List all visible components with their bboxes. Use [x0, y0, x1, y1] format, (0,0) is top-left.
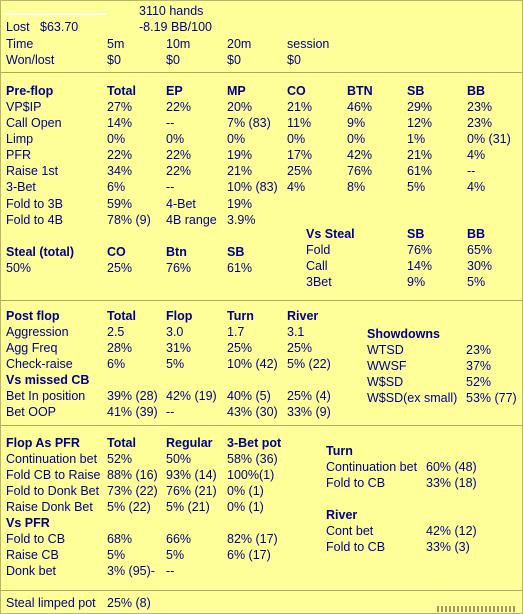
postflop-header: Total [107, 309, 136, 323]
preflop-row-label: Call Open [6, 116, 62, 130]
preflop-cell: 4% [467, 180, 486, 194]
preflop-header: EP [166, 84, 183, 98]
steal-header: Btn [166, 245, 187, 259]
time-header: Time [6, 37, 34, 51]
preflop-cell: 12% [407, 116, 433, 130]
flop-pfr-header: Regular [166, 436, 213, 450]
preflop-header: Total [107, 84, 136, 98]
river-cell: 33% (3) [426, 540, 470, 554]
preflop-cell: 8% [347, 180, 366, 194]
divider [1, 300, 522, 301]
vs-steal-cell: 65% [467, 243, 493, 257]
wonlost-value: $0 [287, 53, 301, 67]
preflop-row-label: Limp [6, 132, 34, 146]
postflop-cell: 3.0 [166, 325, 184, 339]
showdowns-row-label: W$SD [367, 375, 404, 389]
postflop-header: Turn [227, 309, 254, 323]
vs-pfr-row-label: Donk bet [6, 564, 57, 578]
steal-total-title: Steal (total) [6, 245, 75, 259]
preflop-cell: 11% [287, 116, 312, 130]
flop-pfr-cell: 5% (22) [107, 500, 151, 514]
vs-pfr-cell: 68% [107, 532, 133, 546]
fold-to-4b-value: 78% (9) [107, 213, 151, 227]
vs-pfr-cell: 66% [166, 532, 192, 546]
flop-pfr-cell: 100%(1) [227, 468, 275, 482]
wonlost-value: $0 [166, 53, 180, 67]
missed-cb-cell: -- [166, 405, 175, 419]
preflop-cell: 21% [407, 148, 433, 162]
showdowns-cell: 52% [466, 375, 492, 389]
postflop-cell: 5% [166, 357, 185, 371]
vs-steal-row-label: Call [306, 259, 328, 273]
preflop-cell: 61% [407, 164, 433, 178]
preflop-cell: 22% [166, 164, 192, 178]
postflop-header: River [287, 309, 319, 323]
preflop-header: Pre-flop [6, 84, 54, 98]
postflop-cell: 31% [166, 341, 192, 355]
hands-count: 3110 hands [139, 4, 204, 18]
preflop-cell: 22% [166, 100, 192, 114]
missed-cb-row-label: Bet In position [6, 389, 86, 403]
four-bet-label: 4-Bet [166, 197, 196, 211]
vs-steal-cell: 76% [407, 243, 433, 257]
steal-sb-value: 61% [227, 261, 253, 275]
preflop-cell: 0% [347, 132, 366, 146]
missed-cb-cell: 25% (4) [287, 389, 331, 403]
flop-pfr-header: Total [107, 436, 136, 450]
fold-to-4b-label: Fold to 4B [6, 213, 63, 227]
flop-pfr-cell: 58% (36) [227, 452, 278, 466]
preflop-cell: 17% [287, 148, 313, 162]
preflop-cell: 21% [227, 164, 253, 178]
lost-label: Lost [6, 20, 30, 34]
flop-pfr-header: Flop As PFR [6, 436, 80, 450]
showdowns-row-label: WWSF [367, 359, 407, 373]
postflop-cell: 10% (42) [227, 357, 278, 371]
missed-cb-cell: 40% (5) [227, 389, 271, 403]
vs-pfr-cell: -- [166, 564, 175, 578]
vs-pfr-cell: 5% [107, 548, 126, 562]
flop-pfr-cell: 52% [107, 452, 133, 466]
preflop-row-label: VP$IP [6, 100, 42, 114]
preflop-cell: 9% [347, 116, 366, 130]
missed-cb-cell: 42% (19) [166, 389, 217, 403]
four-bet-range-value: 3.9% [227, 213, 256, 227]
vs-missed-cb-title: Vs missed CB [6, 373, 90, 387]
flop-pfr-row-label: Continuation bet [6, 452, 98, 466]
turn-cell: 60% (48) [426, 460, 477, 474]
time-header: 10m [166, 37, 191, 51]
preflop-cell: 6% [107, 180, 126, 194]
steal-btn-value: 76% [166, 261, 192, 275]
steal-limped-label: Steal limped pot [6, 596, 96, 610]
vs-steal-row-label: Fold [306, 243, 331, 257]
vs-steal-cell: 5% [467, 275, 486, 289]
flop-pfr-header: 3-Bet pot [227, 436, 282, 450]
preflop-cell: 23% [467, 116, 493, 130]
missed-cb-row-label: Bet OOP [6, 405, 57, 419]
vs-pfr-title: Vs PFR [6, 516, 50, 530]
vs-pfr-cell: 5% [166, 548, 185, 562]
postflop-cell: 6% [107, 357, 126, 371]
preflop-cell: 0% [166, 132, 185, 146]
postflop-cell: 3.1 [287, 325, 305, 339]
preflop-cell: 0% [227, 132, 246, 146]
showdowns-cell: 23% [466, 343, 492, 357]
preflop-cell: 5% [407, 180, 426, 194]
flop-pfr-cell: 88% (16) [107, 468, 158, 482]
divider [1, 72, 522, 73]
steal-header: CO [107, 245, 126, 259]
vs-steal-cell: 9% [407, 275, 426, 289]
vs-steal-title: Vs Steal [306, 227, 355, 241]
preflop-cell: 0% (31) [467, 132, 511, 146]
wonlost-value: $0 [107, 53, 121, 67]
preflop-cell: 25% [287, 164, 313, 178]
missed-cb-cell: 43% (30) [227, 405, 278, 419]
wonlost-value: $0 [227, 53, 241, 67]
preflop-cell: 22% [107, 148, 133, 162]
flop-pfr-cell: 0% (1) [227, 500, 264, 514]
river-cell: 42% (12) [426, 524, 477, 538]
preflop-cell: 22% [166, 148, 192, 162]
bb-per-100: -8.19 BB/100 [139, 20, 212, 34]
preflop-header: BTN [347, 84, 373, 98]
preflop-cell: 23% [467, 100, 493, 114]
preflop-cell: -- [166, 116, 175, 130]
lost-value: $63.70 [40, 20, 79, 34]
resize-grip-icon [437, 606, 517, 612]
preflop-cell: 0% [107, 132, 126, 146]
showdowns-row-label: W$SD(ex small) [367, 391, 458, 405]
vs-pfr-cell: 3% (95)- [107, 564, 155, 578]
preflop-cell: 20% [227, 100, 253, 114]
four-bet-value: 19% [227, 197, 253, 211]
postflop-cell: 5% (22) [287, 357, 331, 371]
flop-pfr-cell: 73% (22) [107, 484, 158, 498]
river-row-label: Fold to CB [326, 540, 386, 554]
missed-cb-cell: 41% (39) [107, 405, 158, 419]
steal-co-value: 25% [107, 261, 133, 275]
turn-row-label: Fold to CB [326, 476, 386, 490]
preflop-cell: 10% (83) [227, 180, 278, 194]
river-row-label: Cont bet [326, 524, 374, 538]
postflop-cell: 2.5 [107, 325, 125, 339]
steal-header: SB [227, 245, 245, 259]
preflop-cell: 0% [287, 132, 306, 146]
preflop-cell: 34% [107, 164, 133, 178]
turn-cell: 33% (18) [426, 476, 477, 490]
postflop-header: Flop [166, 309, 193, 323]
time-header: 5m [107, 37, 125, 51]
postflop-header: Post flop [6, 309, 60, 323]
showdowns-title: Showdowns [367, 327, 440, 341]
showdowns-cell: 37% [466, 359, 492, 373]
preflop-cell: 76% [347, 164, 373, 178]
preflop-header: CO [287, 84, 306, 98]
flop-pfr-row-label: Fold CB to Raise [6, 468, 101, 482]
vs-steal-cell: 14% [407, 259, 433, 273]
preflop-header: MP [227, 84, 246, 98]
player-name-bar [6, 13, 106, 15]
vs-pfr-cell: 6% (17) [227, 548, 271, 562]
preflop-cell: 4% [467, 148, 486, 162]
preflop-row-label: Raise 1st [6, 164, 59, 178]
preflop-cell: 14% [107, 116, 133, 130]
divider [1, 425, 522, 426]
preflop-row-label: 3-Bet [6, 180, 36, 194]
postflop-cell: 25% [227, 341, 253, 355]
vs-pfr-row-label: Fold to CB [6, 532, 66, 546]
flop-pfr-cell: 0% (1) [227, 484, 264, 498]
preflop-row-label: PFR [6, 148, 31, 162]
divider [1, 590, 522, 591]
preflop-cell: 19% [227, 148, 253, 162]
vs-steal-row-label: 3Bet [306, 275, 332, 289]
vs-steal-cell: 30% [467, 259, 493, 273]
showdowns-row-label: WTSD [367, 343, 404, 357]
preflop-cell: 21% [287, 100, 313, 114]
preflop-cell: 42% [347, 148, 373, 162]
preflop-header: BB [467, 84, 486, 98]
preflop-cell: 7% (83) [227, 116, 271, 130]
vs-steal-header: BB [467, 227, 486, 241]
vs-steal-header: SB [407, 227, 425, 241]
flop-pfr-row-label: Fold to Donk Bet [6, 484, 100, 498]
preflop-header: SB [407, 84, 425, 98]
steal-limped-value: 25% (8) [107, 596, 151, 610]
preflop-cell: 1% [407, 132, 426, 146]
preflop-cell: 27% [107, 100, 133, 114]
flop-pfr-row-label: Raise Donk Bet [6, 500, 93, 514]
postflop-row-label: Aggression [6, 325, 69, 339]
flop-pfr-cell: 50% [166, 452, 192, 466]
steal-total-value: 50% [6, 261, 32, 275]
flop-pfr-cell: 5% (21) [166, 500, 210, 514]
fold-to-3b-label: Fold to 3B [6, 197, 63, 211]
vs-pfr-cell: 82% (17) [227, 532, 278, 546]
postflop-cell: 28% [107, 341, 133, 355]
showdowns-cell: 53% (77) [466, 391, 517, 405]
four-bet-range-label: 4B range [166, 213, 217, 227]
missed-cb-cell: 39% (28) [107, 389, 158, 403]
preflop-cell: 46% [347, 100, 373, 114]
time-header: session [287, 37, 330, 51]
preflop-cell: -- [166, 180, 175, 194]
turn-title: Turn [326, 444, 353, 458]
preflop-cell: 29% [407, 100, 433, 114]
postflop-cell: 1.7 [227, 325, 245, 339]
preflop-cell: 4% [287, 180, 306, 194]
flop-pfr-cell: 76% (21) [166, 484, 217, 498]
postflop-row-label: Check-raise [6, 357, 73, 371]
missed-cb-cell: 33% (9) [287, 405, 331, 419]
river-title: River [326, 508, 358, 522]
fold-to-3b-value: 59% [107, 197, 133, 211]
wonlost-label: Won/lost [6, 53, 55, 67]
turn-row-label: Continuation bet [326, 460, 418, 474]
postflop-row-label: Agg Freq [6, 341, 58, 355]
time-header: 20m [227, 37, 252, 51]
flop-pfr-cell: 93% (14) [166, 468, 217, 482]
vs-pfr-row-label: Raise CB [6, 548, 59, 562]
preflop-cell: -- [467, 164, 476, 178]
postflop-cell: 25% [287, 341, 313, 355]
